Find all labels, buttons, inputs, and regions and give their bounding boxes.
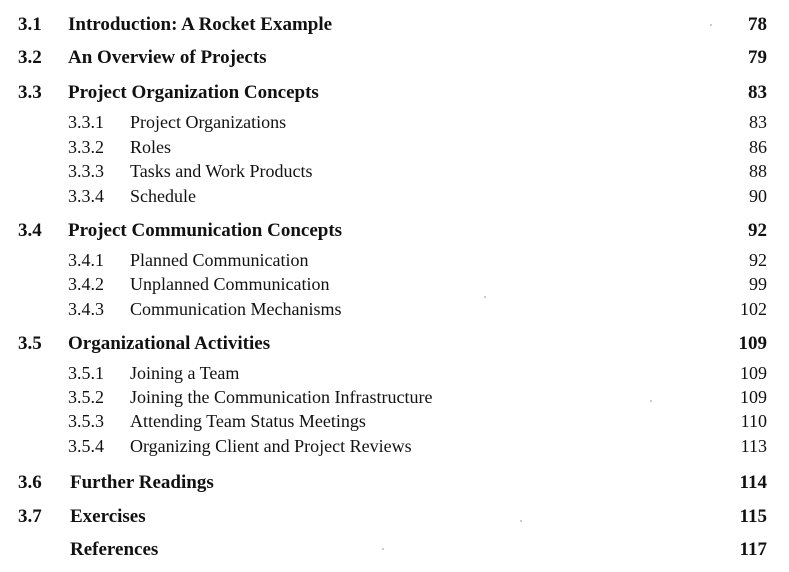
- toc-references: [0, 539, 789, 567]
- toc-section-3-4: [0, 220, 789, 248]
- toc-subsection-3-5-4: [0, 436, 789, 464]
- section-title: An Overview of Projects: [68, 47, 267, 68]
- toc-section-3-2: [0, 47, 789, 75]
- page-number: 110: [740, 411, 767, 431]
- subsection-number: 3.4.2: [68, 274, 104, 294]
- subsection-title: Organizing Client and Project Reviews: [130, 436, 412, 456]
- subsection-title: Planned Communication: [130, 250, 309, 270]
- page-number: 79: [748, 47, 767, 68]
- section-number: 3.3: [18, 82, 42, 103]
- subsection-number: 3.3.4: [68, 186, 104, 206]
- page-number: 115: [739, 506, 767, 527]
- section-number: 3.2: [18, 47, 42, 68]
- subsection-number: 3.5.4: [68, 436, 104, 456]
- toc-subsection-3-3-4: [0, 186, 789, 214]
- scan-speck: [382, 548, 384, 550]
- section-number: 3.5: [18, 333, 42, 354]
- subsection-number: 3.4.1: [68, 250, 104, 270]
- subsection-title: Attending Team Status Meetings: [130, 411, 366, 431]
- page-number: 109: [740, 363, 767, 383]
- page-number: 90: [749, 186, 767, 206]
- subsection-number: 3.3.1: [68, 112, 104, 132]
- subsection-title: Roles: [130, 137, 172, 157]
- toc-subsection-3-4-2: [0, 274, 789, 302]
- page-number: 78: [748, 14, 767, 35]
- toc-subsection-3-3-1: [0, 112, 789, 140]
- section-title: Project Organization Concepts: [68, 82, 319, 103]
- toc-section-3-5: [0, 333, 789, 361]
- subsection-title: Tasks and Work Products: [130, 161, 313, 181]
- page-number: 113: [740, 436, 767, 456]
- section-title: Further Readings: [70, 472, 214, 493]
- toc-section-3-3: [0, 82, 789, 110]
- section-number: 3.1: [18, 14, 42, 35]
- page-number: 117: [739, 539, 767, 560]
- page-number: 92: [748, 220, 767, 241]
- scan-speck: [650, 400, 652, 402]
- scan-speck: [710, 24, 712, 26]
- toc-subsection-3-4-3: [0, 299, 789, 327]
- subsection-number: 3.5.3: [68, 411, 104, 431]
- subsection-number: 3.5.2: [68, 387, 104, 407]
- page-number: 88: [749, 161, 767, 181]
- toc-section-3-6: [0, 472, 789, 500]
- scan-speck: [484, 296, 486, 298]
- scan-speck: [520, 520, 522, 522]
- page-number: 83: [749, 112, 767, 132]
- page-number: 109: [740, 387, 767, 407]
- subsection-title: Joining the Communication Infrastructure: [130, 387, 433, 407]
- page-number: 99: [749, 274, 767, 294]
- section-title: Introduction: A Rocket Example: [68, 14, 333, 35]
- section-title: Project Communication Concepts: [68, 220, 343, 241]
- section-title: Exercises: [70, 506, 146, 527]
- subsection-number: 3.4.3: [68, 299, 104, 319]
- section-title: References: [70, 539, 159, 560]
- subsection-number: 3.3.3: [68, 161, 104, 181]
- toc-subsection-3-5-3: [0, 411, 789, 439]
- subsection-title: Joining a Team: [130, 363, 240, 383]
- section-number: 3.4: [18, 220, 42, 241]
- subsection-title: Project Organizations: [130, 112, 287, 132]
- toc-section-3-1: [0, 14, 789, 42]
- section-number: 3.7: [18, 506, 42, 527]
- toc-section-3-7: [0, 506, 789, 534]
- page-number: 109: [738, 333, 767, 354]
- subsection-title: Schedule: [130, 186, 196, 206]
- page-number: 114: [739, 472, 767, 493]
- page-number: 102: [740, 299, 767, 319]
- section-number: 3.6: [18, 472, 42, 493]
- page-number: 83: [748, 82, 767, 103]
- subsection-number: 3.3.2: [68, 137, 104, 157]
- toc-subsection-3-3-3: [0, 161, 789, 189]
- page-number: 86: [749, 137, 767, 157]
- section-title: Organizational Activities: [68, 333, 271, 354]
- subsection-number: 3.5.1: [68, 363, 104, 383]
- page-number: 92: [749, 250, 767, 270]
- subsection-title: Unplanned Communication: [130, 274, 330, 294]
- subsection-title: Communication Mechanisms: [130, 299, 342, 319]
